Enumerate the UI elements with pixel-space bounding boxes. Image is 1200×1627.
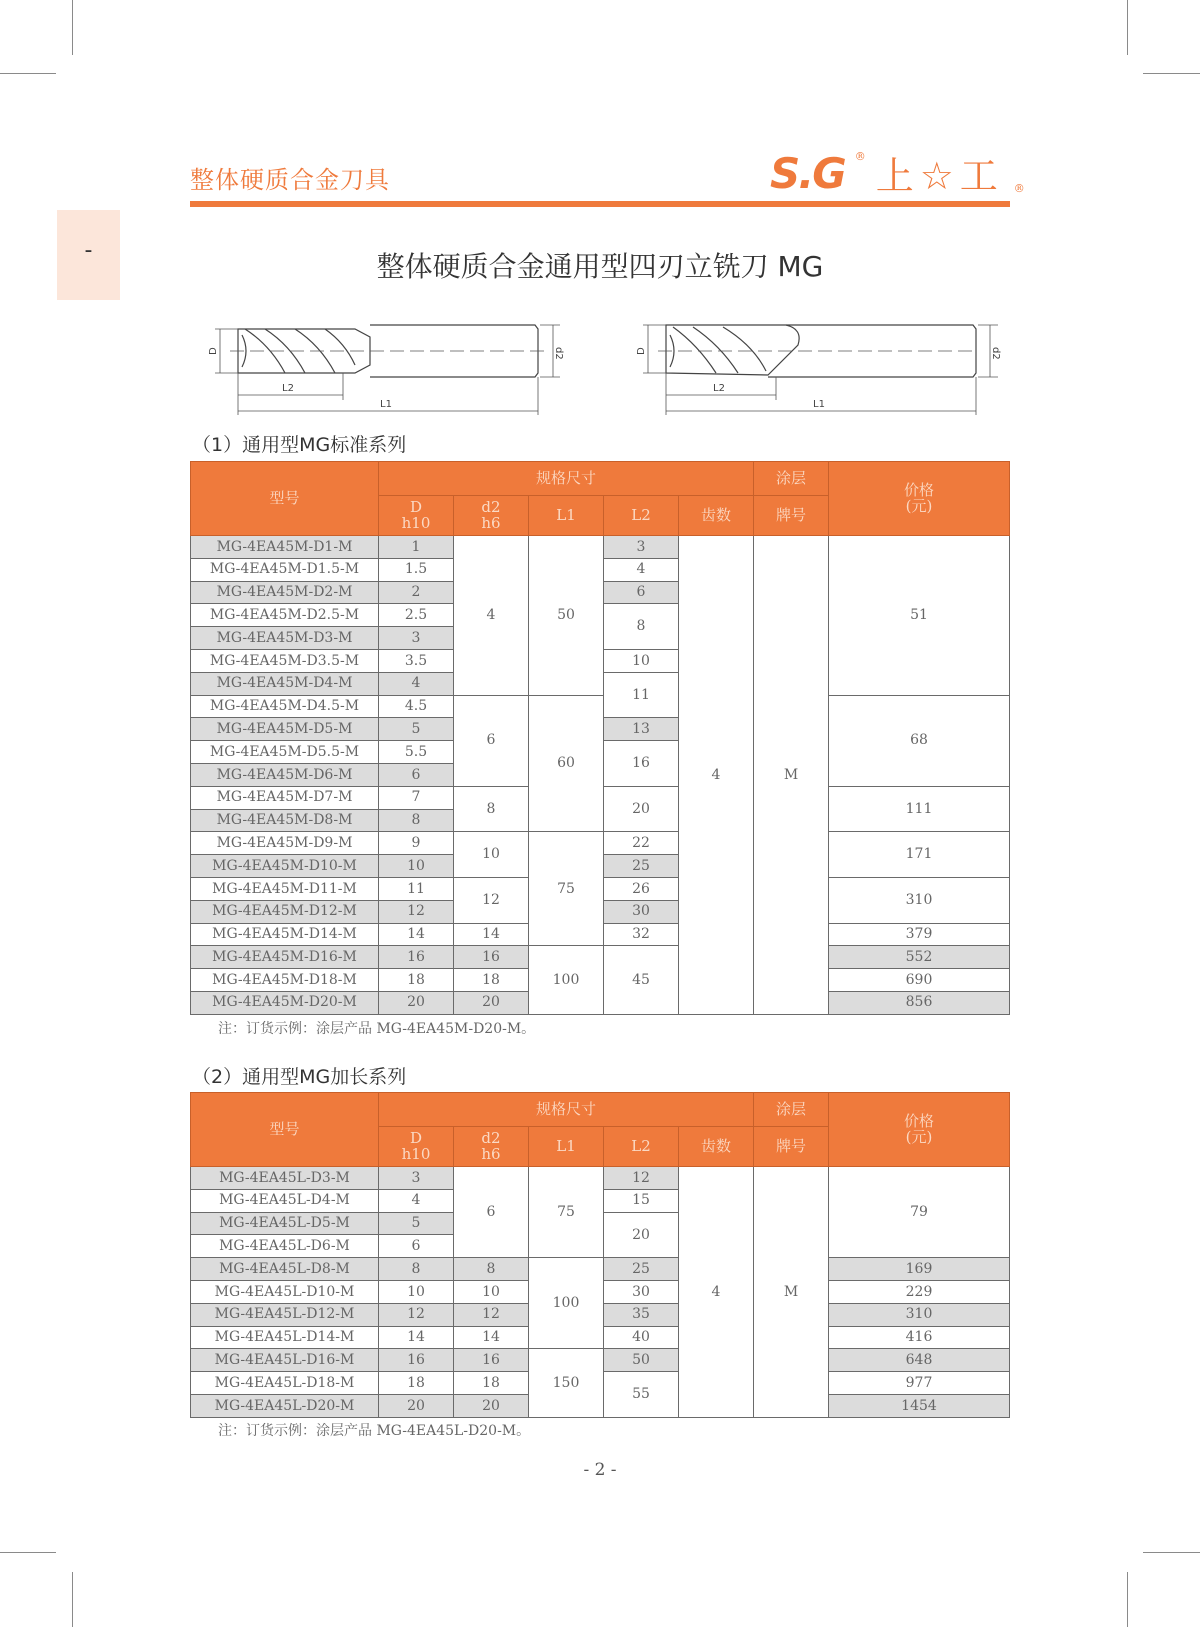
table-cell: 150 (529, 1349, 604, 1417)
table-cell: MG-4EA45L-D14-M (191, 1326, 379, 1349)
svg-text:D: D (636, 347, 647, 355)
registered-mark: ® (854, 150, 866, 163)
table-cell: 4 (679, 1167, 754, 1418)
table-cell: 26 (604, 877, 679, 900)
extended-endmill-diagram (628, 315, 1008, 415)
crop-mark (0, 73, 56, 74)
table-cell: MG-4EA45M-D12-M (191, 900, 379, 923)
col-L1: L1 (529, 1127, 604, 1167)
table-cell: 229 (829, 1280, 1010, 1303)
table-cell: 5 (379, 1212, 454, 1235)
col-spec: 规格尺寸 (379, 462, 754, 496)
col-D: D h10 (379, 496, 454, 536)
page-title: 整体硬质合金通用型四刃立铣刀 MG (376, 250, 824, 283)
table-cell: MG-4EA45M-D1-M (191, 536, 379, 559)
table-cell: 856 (829, 991, 1010, 1014)
extended-series-title: （2）通用型MG加长系列 (192, 1066, 407, 1088)
svg-text:L2: L2 (713, 383, 725, 394)
table-cell: 20 (604, 1212, 679, 1258)
table-cell: 25 (604, 855, 679, 878)
table-row (191, 832, 1010, 855)
table-cell: 12 (604, 1167, 679, 1190)
extended-series-table (190, 1092, 1010, 1418)
col-teeth: 齿数 (679, 496, 754, 536)
col-d2: d2 h6 (454, 496, 529, 536)
table-cell: 16 (379, 946, 454, 969)
col-L2: L2 (604, 496, 679, 536)
table-cell: 416 (829, 1326, 1010, 1349)
table-cell: MG-4EA45M-D6-M (191, 763, 379, 786)
col-price: 价格 (元) (829, 462, 1010, 536)
table-cell: 111 (829, 786, 1010, 832)
table-cell: 4 (379, 1189, 454, 1212)
table-cell: 18 (379, 1372, 454, 1395)
col-L1: L1 (529, 496, 604, 536)
table-cell: 50 (604, 1349, 679, 1372)
table-cell: MG-4EA45M-D8-M (191, 809, 379, 832)
table-cell: 379 (829, 923, 1010, 946)
table-cell: 10 (454, 832, 529, 878)
crop-mark (1143, 73, 1200, 74)
table-cell: 30 (604, 900, 679, 923)
table-cell: MG-4EA45L-D8-M (191, 1258, 379, 1281)
crop-mark (1127, 0, 1128, 55)
table-cell: 35 (604, 1303, 679, 1326)
table-cell: 8 (379, 809, 454, 832)
table-cell: 4 (679, 536, 754, 1015)
table-cell: 169 (829, 1258, 1010, 1281)
col-model: 型号 (191, 1093, 379, 1167)
table-cell: 310 (829, 1303, 1010, 1326)
table-cell: 50 (529, 536, 604, 696)
table-cell: 3 (379, 1167, 454, 1190)
table-cell: 16 (454, 946, 529, 969)
table-cell: 4 (454, 536, 529, 696)
table-cell: MG-4EA45L-D6-M (191, 1235, 379, 1258)
table-cell: 11 (604, 672, 679, 718)
table-cell: 20 (379, 991, 454, 1014)
table-cell: 22 (604, 832, 679, 855)
table-cell: MG-4EA45M-D5.5-M (191, 741, 379, 764)
table-cell: 5.5 (379, 741, 454, 764)
table-cell: MG-4EA45M-D2.5-M (191, 604, 379, 627)
table-cell: MG-4EA45M-D7-M (191, 786, 379, 809)
table-cell: 10 (604, 649, 679, 672)
table-cell: 5 (379, 718, 454, 741)
crop-mark (72, 0, 73, 55)
table-cell: 14 (379, 923, 454, 946)
table-cell: 100 (529, 1258, 604, 1349)
col-D: D h10 (379, 1127, 454, 1167)
table-cell: 8 (454, 1258, 529, 1281)
table-cell: 13 (604, 718, 679, 741)
table-cell: M (754, 1167, 829, 1418)
table-cell: 6 (604, 581, 679, 604)
standard-order-note: 注：订货示例：涂层产品 MG-4EA45M-D20-M。 (218, 1021, 536, 1037)
table-row (191, 695, 1010, 718)
svg-text:L2: L2 (282, 383, 294, 394)
table-cell: MG-4EA45L-D20-M (191, 1394, 379, 1417)
table-row (191, 1258, 1010, 1281)
table-cell: 7 (379, 786, 454, 809)
table-cell: 40 (604, 1326, 679, 1349)
table-cell: MG-4EA45M-D9-M (191, 832, 379, 855)
table-cell: 3.5 (379, 649, 454, 672)
table-row (191, 536, 1010, 559)
table-cell: 30 (604, 1280, 679, 1303)
logo-chinese: 上☆工 (875, 154, 1004, 198)
table-cell: MG-4EA45M-D14-M (191, 923, 379, 946)
svg-text:L1: L1 (813, 399, 825, 410)
col-d2: d2 h6 (454, 1127, 529, 1167)
logo-latin: S.G (770, 149, 845, 198)
table-cell: 6 (379, 763, 454, 786)
table-row (191, 946, 1010, 969)
table-cell: 2 (379, 581, 454, 604)
table-cell: 32 (604, 923, 679, 946)
registered-mark: ® (1013, 182, 1025, 195)
table-cell: 4.5 (379, 695, 454, 718)
table-cell: MG-4EA45L-D4-M (191, 1189, 379, 1212)
table-cell: 1454 (829, 1394, 1010, 1417)
table-cell: M (754, 536, 829, 1015)
table-cell: MG-4EA45M-D18-M (191, 969, 379, 992)
table-cell: 68 (829, 695, 1010, 786)
col-grade: 牌号 (754, 1127, 829, 1167)
table-cell: 15 (604, 1189, 679, 1212)
table-cell: 25 (604, 1258, 679, 1281)
table-cell: 16 (604, 741, 679, 787)
table-cell: MG-4EA45M-D3.5-M (191, 649, 379, 672)
crop-mark (1143, 1552, 1200, 1553)
col-teeth: 齿数 (679, 1127, 754, 1167)
col-coating: 涂层 (754, 1093, 829, 1127)
table-cell: MG-4EA45L-D16-M (191, 1349, 379, 1372)
table-cell: 6 (454, 1167, 529, 1258)
table-cell: 11 (379, 877, 454, 900)
page-number: - 2 - (583, 1460, 617, 1480)
table-cell: 20 (454, 1394, 529, 1417)
table-cell: MG-4EA45L-D12-M (191, 1303, 379, 1326)
table-cell: MG-4EA45M-D20-M (191, 991, 379, 1014)
table-cell: 10 (379, 855, 454, 878)
table-cell: 20 (379, 1394, 454, 1417)
col-grade: 牌号 (754, 496, 829, 536)
crop-mark (1127, 1572, 1128, 1627)
table-cell: 8 (604, 604, 679, 650)
table-cell: 1 (379, 536, 454, 559)
table-cell: 552 (829, 946, 1010, 969)
table-cell: MG-4EA45M-D5-M (191, 718, 379, 741)
col-spec: 规格尺寸 (379, 1093, 754, 1127)
col-model: 型号 (191, 462, 379, 536)
svg-text:d2: d2 (553, 347, 564, 360)
standard-series-table (190, 461, 1010, 1015)
table-cell: MG-4EA45M-D2-M (191, 581, 379, 604)
table-cell: 648 (829, 1349, 1010, 1372)
table-cell: MG-4EA45M-D11-M (191, 877, 379, 900)
crop-mark (0, 1552, 56, 1553)
table-cell: 3 (604, 536, 679, 559)
table-cell: 12 (454, 877, 529, 923)
table-cell: 12 (379, 900, 454, 923)
table-cell: MG-4EA45M-D16-M (191, 946, 379, 969)
table-cell: MG-4EA45M-D1.5-M (191, 558, 379, 581)
table-cell: 6 (454, 695, 529, 786)
standard-series-title: （1）通用型MG标准系列 (192, 434, 407, 456)
table-cell: 10 (454, 1280, 529, 1303)
table-cell: MG-4EA45M-D3-M (191, 627, 379, 650)
table-cell: MG-4EA45M-D4-M (191, 672, 379, 695)
table-cell: MG-4EA45L-D3-M (191, 1167, 379, 1190)
standard-endmill-diagram (200, 315, 580, 415)
svg-text:D: D (208, 347, 219, 355)
section-header-title: 整体硬质合金刀具 (190, 166, 390, 194)
table-cell: 9 (379, 832, 454, 855)
table-cell: 75 (529, 1167, 604, 1258)
side-tab-label: - (84, 237, 93, 263)
table-cell: 16 (379, 1349, 454, 1372)
table-cell: 12 (379, 1303, 454, 1326)
table-row (191, 1349, 1010, 1372)
svg-text:d2: d2 (990, 347, 1001, 360)
table-cell: 55 (604, 1372, 679, 1418)
table-cell: 16 (454, 1349, 529, 1372)
table-cell: 171 (829, 832, 1010, 878)
table-row (191, 1167, 1010, 1190)
svg-text:L1: L1 (380, 399, 392, 410)
table-cell: MG-4EA45L-D10-M (191, 1280, 379, 1303)
extended-order-note: 注：订货示例：涂层产品 MG-4EA45L-D20-M。 (218, 1423, 531, 1439)
crop-mark (72, 1572, 73, 1627)
col-coating: 涂层 (754, 462, 829, 496)
table-cell: 18 (454, 1372, 529, 1395)
table-cell: 75 (529, 832, 604, 946)
table-cell: 310 (829, 877, 1010, 923)
table-cell: 14 (454, 923, 529, 946)
table-cell: 4 (379, 672, 454, 695)
table-cell: 12 (454, 1303, 529, 1326)
table-cell: 10 (379, 1280, 454, 1303)
header-divider (190, 201, 1010, 207)
col-L2: L2 (604, 1127, 679, 1167)
table-cell: 1.5 (379, 558, 454, 581)
table-cell: 8 (454, 786, 529, 832)
table-cell: 18 (379, 969, 454, 992)
table-cell: 2.5 (379, 604, 454, 627)
table-cell: 690 (829, 969, 1010, 992)
table-cell: 20 (604, 786, 679, 832)
table-cell: 6 (379, 1235, 454, 1258)
table-cell: 8 (379, 1258, 454, 1281)
table-cell: 3 (379, 627, 454, 650)
table-cell: MG-4EA45M-D10-M (191, 855, 379, 878)
table-cell: MG-4EA45L-D5-M (191, 1212, 379, 1235)
table-cell: 60 (529, 695, 604, 832)
table-cell: 4 (604, 558, 679, 581)
table-cell: 51 (829, 536, 1010, 696)
table-cell: MG-4EA45M-D4.5-M (191, 695, 379, 718)
table-cell: 977 (829, 1372, 1010, 1395)
table-cell: 14 (379, 1326, 454, 1349)
table-cell: 20 (454, 991, 529, 1014)
table-cell: 100 (529, 946, 604, 1014)
table-cell: MG-4EA45L-D18-M (191, 1372, 379, 1395)
table-cell: 45 (604, 946, 679, 1014)
col-price: 价格 (元) (829, 1093, 1010, 1167)
table-cell: 79 (829, 1167, 1010, 1258)
table-cell: 18 (454, 969, 529, 992)
brand-logo (770, 149, 1025, 198)
table-cell: 14 (454, 1326, 529, 1349)
